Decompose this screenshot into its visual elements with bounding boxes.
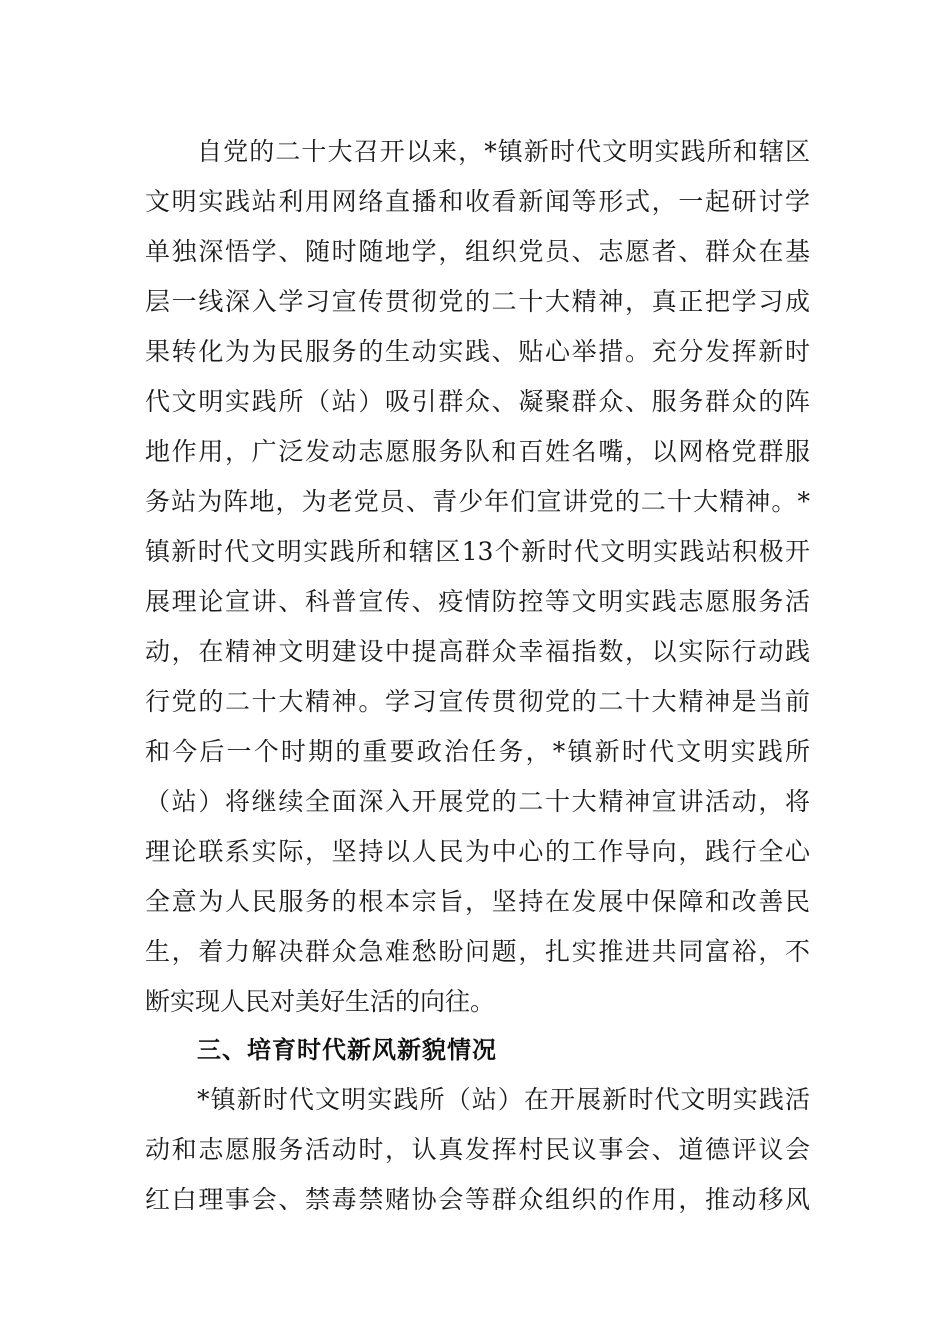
paragraph-line: 自党的二十大召开以来，*镇新时代文明实践所和辖区 [197, 137, 810, 166]
paragraph-line: 单独深悟学、随时随地学，组织党员、志愿者、群众在基 [145, 237, 810, 266]
paragraph-line: 文明实践站利用网络直播和收看新闻等形式，一起研讨学 [145, 187, 810, 216]
paragraph-line: 生，着力解决群众急难愁盼问题，扎实推进共同富裕，不 [145, 937, 810, 966]
paragraph-line: 动和志愿服务活动时，认真发挥村民议事会、道德评议会 [145, 1135, 810, 1164]
paragraph-line: 断实现人民对美好生活的向往。 [145, 987, 496, 1016]
paragraph-line: 代文明实践所（站）吸引群众、凝聚群众、服务群众的阵 [145, 387, 810, 416]
paragraph-line: 层一线深入学习宣传贯彻党的二十大精神，真正把学习成 [145, 287, 810, 316]
paragraph-line: （站）将继续全面深入开展党的二十大精神宣讲活动，将 [145, 787, 810, 816]
paragraph-line: 地作用，广泛发动志愿服务队和百姓名嘴，以网格党群服 [145, 437, 810, 466]
paragraph-line: 镇新时代文明实践所和辖区13个新时代文明实践站积极开 [145, 537, 810, 566]
section-heading: 三、培育时代新风新貌情况 [197, 1036, 497, 1064]
paragraph-line: 全意为人民服务的根本宗旨，坚持在发展中保障和改善民 [145, 887, 810, 916]
paragraph-line: 红白理事会、禁毒禁赌协会等群众组织的作用，推动移风 [145, 1185, 810, 1214]
paragraph-line: 务站为阵地，为老党员、青少年们宣讲党的二十大精神。* [145, 487, 810, 516]
paragraph-line: *镇新时代文明实践所（站）在开展新时代文明实践活 [197, 1085, 810, 1114]
paragraph-line: 行党的二十大精神。学习宣传贯彻党的二十大精神是当前 [145, 687, 810, 716]
paragraph-line: 理论联系实际，坚持以人民为中心的工作导向，践行全心 [145, 837, 810, 866]
paragraph-line: 展理论宣讲、科普宣传、疫情防控等文明实践志愿服务活 [145, 587, 810, 616]
paragraph-line: 动，在精神文明建设中提高群众幸福指数，以实际行动践 [145, 637, 810, 666]
paragraph-line: 和今后一个时期的重要政治任务，*镇新时代文明实践所 [145, 737, 810, 766]
paragraph-line: 果转化为为民服务的生动实践、贴心举措。充分发挥新时 [145, 337, 810, 366]
